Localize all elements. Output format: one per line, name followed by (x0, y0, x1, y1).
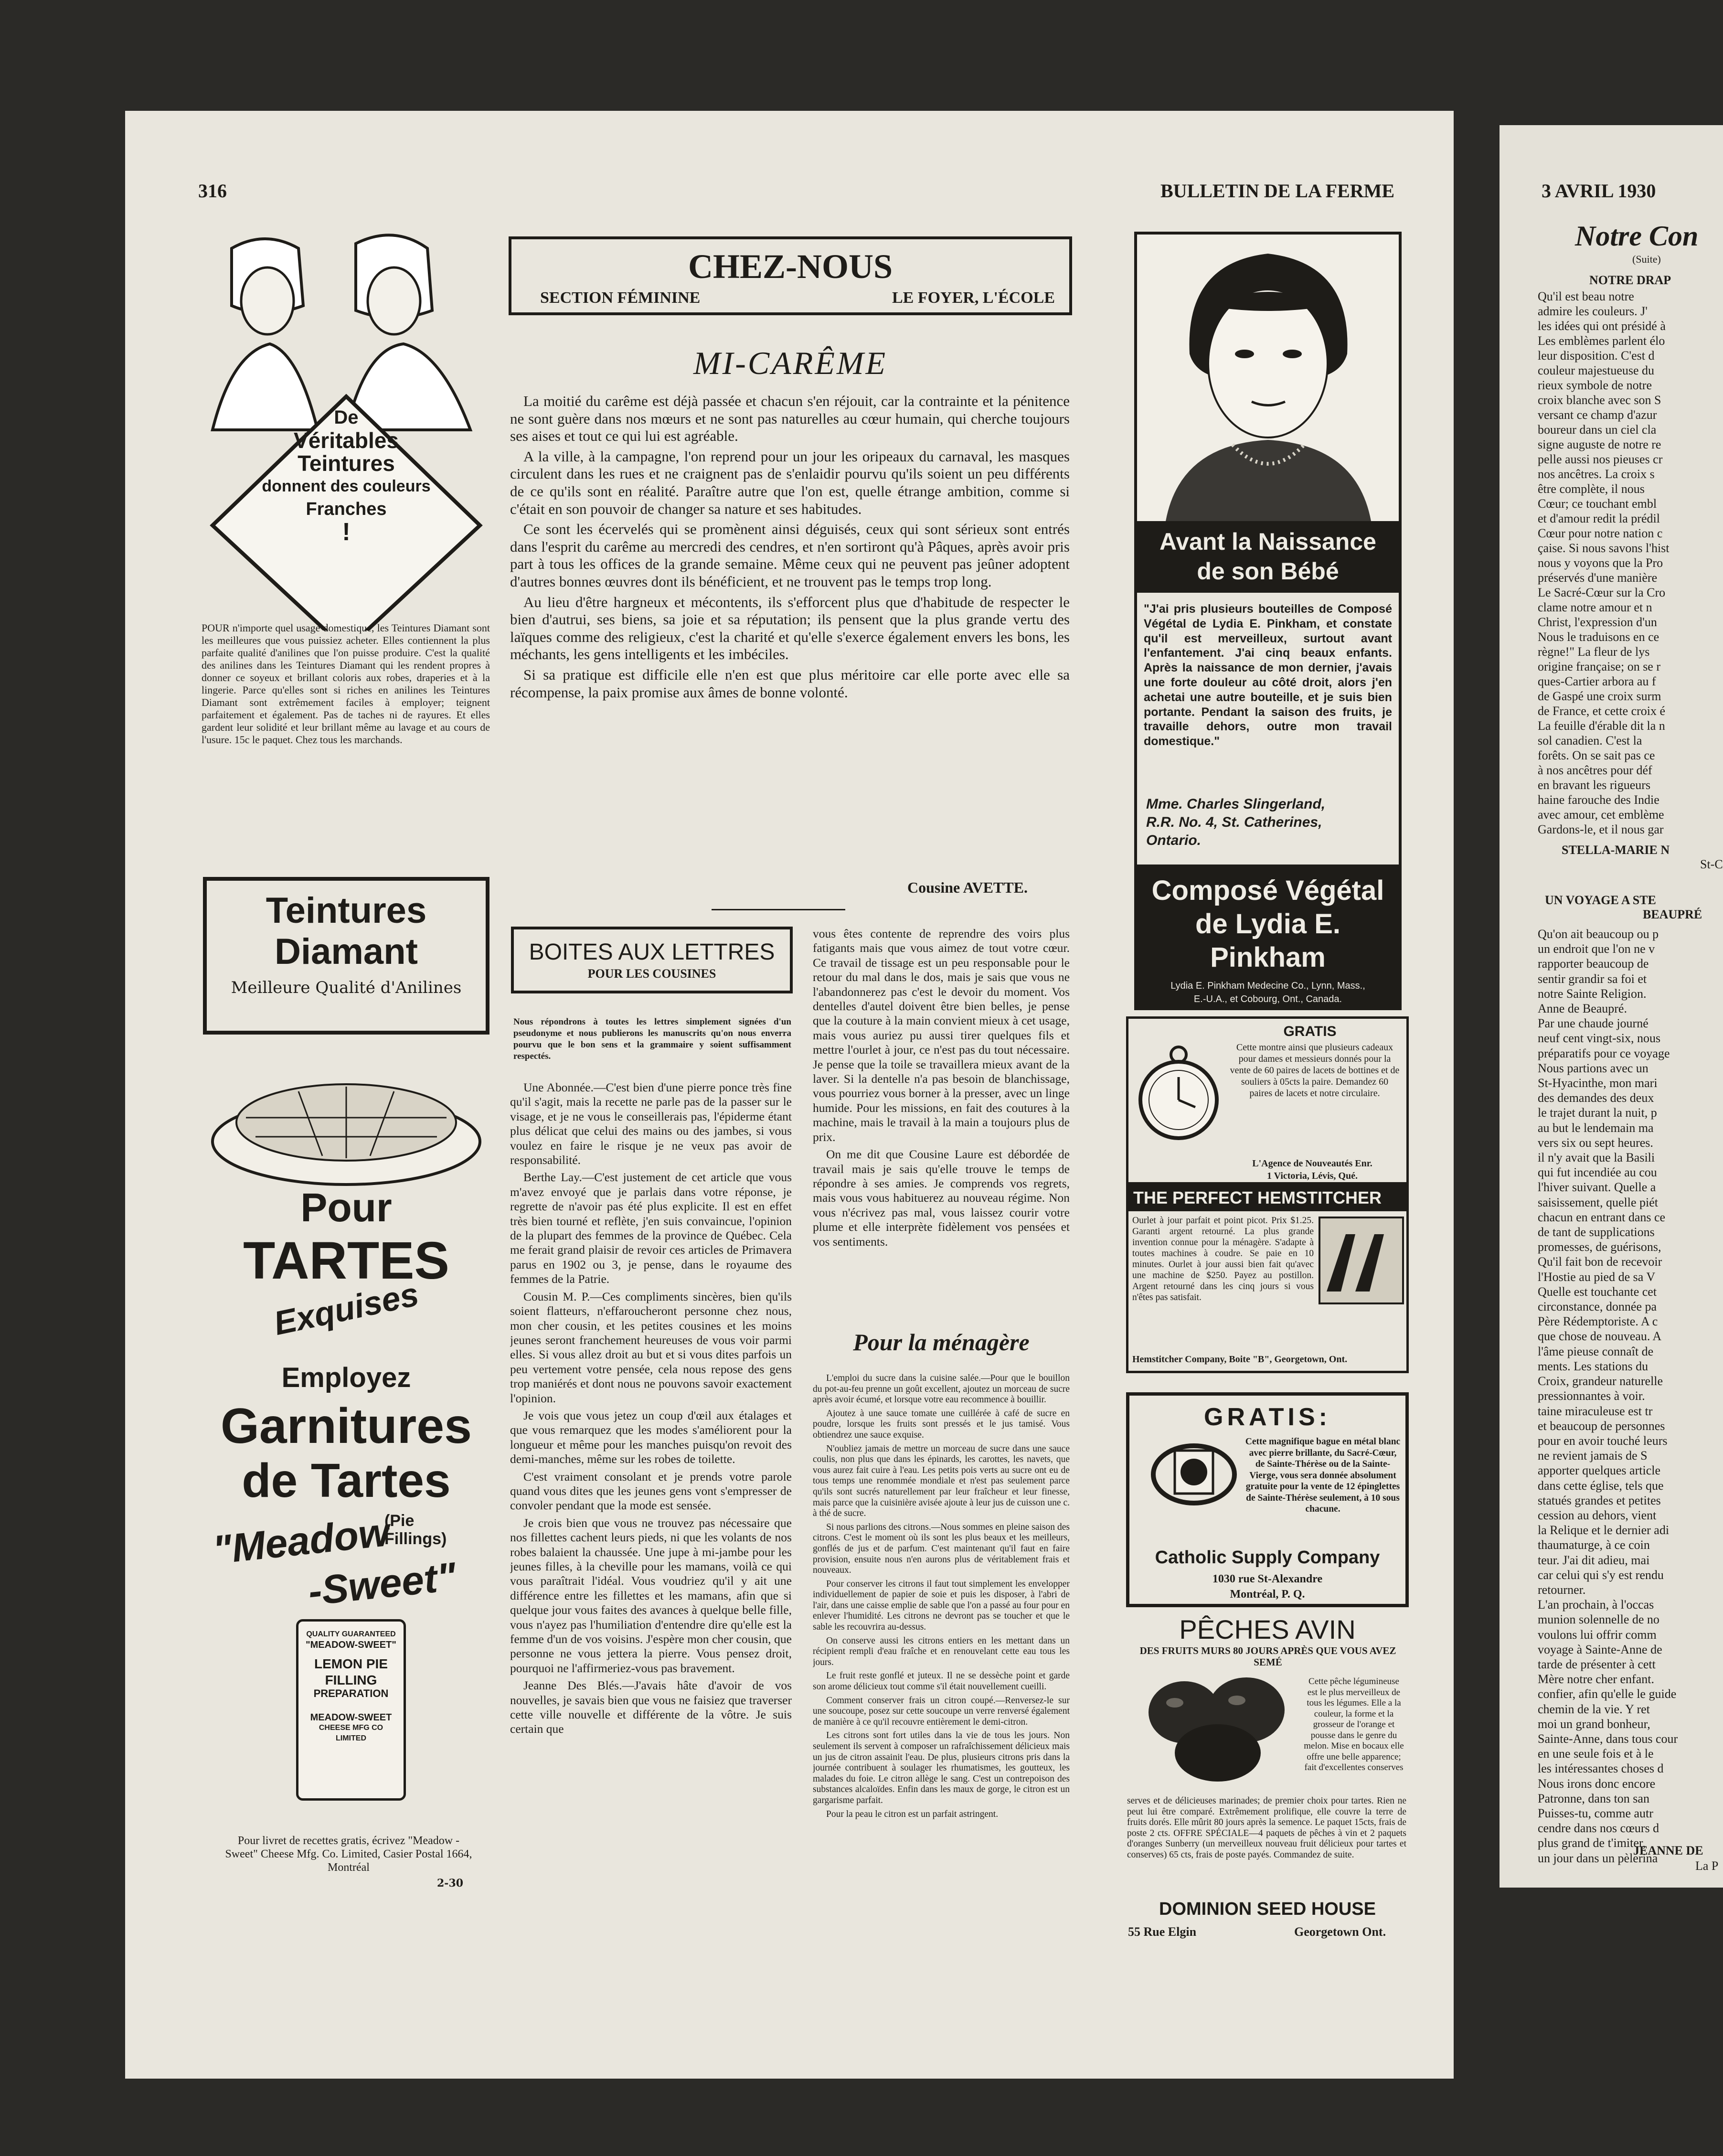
section-right-label: LE FOYER, L'ÉCOLE (892, 289, 1055, 307)
next-page-line: et d'amour redit la prédil (1538, 512, 1660, 525)
montre-ad (1126, 1016, 1409, 1195)
montre-body: Cette montre ainsi que plusieurs cadeaux pour dames et messieurs donnés pour la vente de 60 paires de lacets de bottines et de souliers à 05cts la paire. Demandez 60 paires de lacets et notre circulaire. (1230, 1042, 1400, 1099)
menagere-item: Ajoutez à une sauce tomate une cuillérée à café de sucre en poudre, lorsque les fruits sont pressés et le jus tamisé. Vous obtiendrez une sauce exquise. (813, 1408, 1070, 1440)
diamond-line: Véritables (294, 428, 399, 453)
next-page-line: pour en avoir touché leurs (1538, 1433, 1668, 1448)
next-page-suite: (Suite) (1632, 253, 1661, 265)
peches-address-1: 55 Rue Elgin (1128, 1925, 1197, 1939)
bague-ad (1126, 1392, 1409, 1607)
hemstitcher-footer: Hemstitcher Company, Boite "B", Georgetown, Ont. (1132, 1354, 1348, 1365)
next-page-line: Nous partions avec un (1538, 1061, 1649, 1075)
next-page-line: tarde de présenter à cett (1538, 1657, 1656, 1671)
teintures-body: POUR n'importe quel usage domestique, les Teintures Diamant sont les meilleures que vous puissiez acheter. Elles contiennent la plus parfaite qualité d'anilines que l'on puisse produire. C'est la qualité des anilines dans les Teintures Diamant qui les rendent propres à donner ce soyeux et brillant coloris aux robes, draperies et à la lingerie. Parce qu'elles sont si riches en anilines les Teintures Diamant sont extrêmement faciles à employer; teignent parfaitement et également. Pas de taches ni de rayures. Et elles gardent leur solidité et leur brillant même au lavage et au cours de l'usure. 15c le paquet. Chez tous les marchands. (202, 622, 490, 746)
menagere-item: Pour la peau le citron est un parfait astringent. (826, 1809, 999, 1819)
next-page-line: vers six ou sept heures. (1538, 1135, 1653, 1150)
next-page-line: les intéressantes choses d (1538, 1761, 1664, 1776)
next-page-line: Père Rédemptoriste. A c (1538, 1314, 1658, 1329)
letter: Je crois bien que vous ne trouvez pas nécessaire que nos fillettes cachent leurs pieds, ni que les volants de nos robes balaient la chaussée. Une jupe à mi-jambe pour les jeunes filles, à la cheville pour les mamans, voilà ce qui vous paraîtrait l'idéal. Vous voudriez qu'il y ait une différence entre les fillettes et les mamans, afin que si quelque jour vous faites des avances à quelque belle fille, vous n'ayez pas l'humiliation d'entendre dire qu'elle est la femme d'un de vos voisins. J'espère mon cher cousin, que personne ne vous jettera la pierre. Vous pensez droit, pourquoi ne l'affirmeriez-vous pas bravement. (510, 1516, 792, 1675)
garnitures-text: Garnitures (221, 1398, 472, 1454)
next-page-line: Quelle est touchante cet (1538, 1284, 1657, 1299)
diamond-line: ! (342, 518, 351, 546)
chez-nous-section-box (509, 236, 1072, 315)
next-page-line: de Gaspé une croix surm (1538, 689, 1661, 703)
menagere-body (813, 1373, 1070, 1908)
peches-company: DOMINION SEED HOUSE (1159, 1899, 1376, 1919)
next-page-line: couleur majestueuse du (1538, 363, 1655, 377)
next-page-line: Sainte-Anne, dans tous cour (1538, 1731, 1678, 1746)
next-page-heading-3: BEAUPRÉ (1643, 907, 1702, 921)
hemstitcher-title: THE PERFECT HEMSTITCHER (1128, 1185, 1406, 1211)
can-line: CHEESE MFG CO (319, 1724, 383, 1732)
next-page-line: l'âme pieuse connaît de (1538, 1344, 1654, 1358)
next-page-line: nous y voyons que la Pro (1538, 556, 1663, 570)
next-page-line: La feuille d'érable dit la n (1538, 719, 1665, 733)
next-page-line: chacun en entrant dans ce (1538, 1210, 1666, 1224)
next-page-line: Nous irons donc encore (1538, 1776, 1656, 1791)
next-page-line: Le Sacré-Cœur sur la Cro (1538, 586, 1666, 599)
article-paragraph: Si sa pratique est difficile elle n'en est que plus méritoire car elle porte avec elle sa récompense, la paix promise aux âmes de bonne volonté. (510, 666, 1070, 701)
article-body (510, 393, 1070, 870)
next-page-line: de France, et cette croix é (1538, 704, 1666, 718)
exquises-text: Exquises (270, 1275, 422, 1343)
next-page-line: Gardons-le, et il nous gar (1538, 822, 1664, 836)
next-page-line: Cœur; ce touchant embl (1538, 497, 1657, 511)
next-page-line: car celui qui s'y est rendu (1538, 1568, 1664, 1582)
next-page-line: de tant de supplications (1538, 1225, 1655, 1239)
caption-line: Avant la Naissance (1159, 528, 1376, 555)
article-paragraph: Ce sont les écervelés qui se promènent ainsi déguisés, ceux qui sont sérieux sont entrés dans l'esprit du carême au mercredi des cendres, et n'en sortiront qu'à Pâques, après avoir pris part à tous les offices de la grande semaine. Même ceux qui ne peuvent pas jeûner adoptent d'autres bonnes œuvres dont ils bénéficient, et ne trouvent pas le temps trop long. (510, 521, 1070, 590)
pinkham-testimonial: "J'ai pris plusieurs bouteilles de Composé Végétal de Lydia E. Pinkham, et constate qu'il est merveilleux, surtout avant l'enfantement. J'ai cinq beaux enfants. Après la naissance de mon dernier, j'avais une forte douleur au côté droit, alors j'en achetai une autre bouteille, et je suis bien portante. Pendant la saison des fruits, je travaille dehors, outre mon travail domestique." (1144, 602, 1392, 748)
next-page-line: boureur dans un ciel cla (1538, 423, 1657, 437)
peches-address-2: Georgetown Ont. (1294, 1925, 1386, 1939)
pinkham-brand (1137, 865, 1399, 1007)
next-page-line: l'hiver suivant. Quelle a (1538, 1180, 1656, 1195)
letter: Jeanne Des Blés.—J'avais hâte d'avoir de vos nouvelles, je savais bien que vous ne faisiez que traverser cette ville nouvelle et différente de la vôtre. Je suis certain que (510, 1678, 792, 1736)
menagere-item: On conserve aussi les citrons entiers en les mettant dans un récipient rempli d'eau fraîche et en renouvelant cette eau tous les jours. (813, 1635, 1070, 1667)
next-page-line: ques-Cartier arbora au f (1538, 674, 1656, 688)
boites-title: BOITES AUX LETTRES (529, 939, 775, 965)
next-page-line: un jour dans un pèlerina (1538, 1851, 1658, 1865)
next-page-line: munion solennelle de no (1538, 1612, 1659, 1627)
can-line: LIMITED (336, 1734, 366, 1742)
next-page-line: Les emblèmes parlent élo (1538, 334, 1665, 348)
next-page-sig3: JEANNE DE (1633, 1844, 1703, 1857)
next-page-line: plus grand de t'imiter, (1538, 1836, 1646, 1850)
letter: Cousin M. P.—Ces compliments sincères, bien qu'ils soient flatteurs, n'effaroucheront personne chez nous, mon cher cousin, et les petites cousines et les moins jeunes seront franchement heureuses de vous voir parmi elles. Si vous allez droit au but et si vous dites parfois un peu vertement votre pensée, cela nous repose des gens trop maniérés et dont nous ne pouvons savoir exactement l'opinion. (510, 1289, 792, 1405)
can-line: MEADOW-SWEET (310, 1712, 392, 1723)
next-page-line: notre Sainte Religion. (1538, 986, 1647, 1001)
next-page-line: un endroit que l'on ne v (1538, 942, 1655, 956)
bague-address (1129, 1571, 1405, 1602)
next-page-line: çaise. Si nous savons l'hist (1538, 541, 1670, 555)
meadow-footer: Pour livret de recettes gratis, écrivez "Meadow - Sweet" Cheese Mfg. Co. Limited, Casier Postal 1664, Montréal (225, 1835, 472, 1874)
employez-text: Employez (281, 1362, 411, 1393)
menagere-item: Pour conserver les citrons il faut tout simplement les envelopper individuellement de papier de soie et puis les disposer, à l'abri de l'air, dans une caisse emplie de sable que l'on a passé au four pour en enlever l'humidité. Les citrons ne devront pas se toucher et que le sable les recouvrira au-dessus. (813, 1579, 1070, 1633)
next-page-line: le trajet durant la nuit, p (1538, 1106, 1657, 1120)
next-page-line: forêts. On se sait pas ce (1538, 748, 1655, 762)
next-page-line: voyage à Sainte-Anne de (1538, 1642, 1662, 1656)
publication-name: BULLETIN DE LA FERME (1160, 180, 1395, 202)
next-page-line: versant ce champ d'azur (1538, 408, 1657, 422)
next-page-line: Croix, grandeur naturelle (1538, 1374, 1663, 1388)
divider (712, 909, 845, 910)
next-page-line: règne!" La fleur de lys (1538, 645, 1650, 659)
next-page-line: que chose de nouveau. A (1538, 1329, 1662, 1344)
next-page-line: être complète, il nous (1538, 482, 1645, 496)
next-page-line: clame notre amour et n (1538, 600, 1652, 614)
next-page-sig: STELLA-MARIE N (1562, 843, 1670, 857)
next-page-line: l'Hostie au pied de sa V (1538, 1270, 1656, 1284)
diamond-line: Franches (306, 499, 387, 519)
letter: Une Abonnée.—C'est bien d'une pierre ponce très fine qu'il s'agit, mais la recette ne parle pas de la passer sur le visage, et je ne vous le conseillerais pas, l'épiderme étant plus délicat que celui des mains ou des jambes, si vous voulez en faire le risque je ne veux pas avoir de responsabilité. (510, 1080, 792, 1167)
next-page-line: pelle aussi nos pieuses cr (1538, 452, 1663, 466)
next-page-line: sentir grandir sa foi et (1538, 971, 1647, 986)
pour-text: Pour (300, 1185, 392, 1230)
next-page-line: taine miraculeuse est tr (1538, 1404, 1653, 1418)
menagere-item: L'emploi du sucre dans la cuisine salée.—Pour que le bouillon du pot-au-feu prenne un goût excellent, ajoutez un morceau de sucre après avoir écumé, et lorsque votre eau recommence à bouillir. (813, 1373, 1070, 1405)
next-page-sig4: La P (1695, 1859, 1719, 1873)
next-page-column-1 (1538, 289, 1723, 837)
brand-tagline: Meilleure Qualité d'Anilines (231, 978, 462, 997)
sig-line: R.R. No. 4, St. Catherines, (1146, 814, 1322, 830)
next-page-line: moi un grand bonheur, (1538, 1717, 1650, 1731)
next-page-sig2: St-C (1700, 857, 1723, 871)
next-page-line: circonstance, donnée pa (1538, 1300, 1657, 1314)
next-page-line: St-Hyacinthe, mon mari (1538, 1076, 1658, 1090)
next-page-line: confier, afin qu'elle le guide (1538, 1687, 1677, 1701)
next-page-line: Christ, l'expression d'un (1538, 615, 1657, 629)
article-title: MI-CARÊME (693, 345, 888, 381)
address-line: 1030 rue St-Alexandre (1212, 1573, 1323, 1585)
next-page-line: rapporter beaucoup de (1538, 957, 1649, 971)
can-line: "MEADOW-SWEET" (306, 1640, 396, 1650)
next-page-line: en une seule fois et à le (1538, 1747, 1654, 1761)
next-page-line: Qu'il fait bon de recevoir (1538, 1255, 1662, 1269)
article-signature: Cousine AVETTE. (907, 879, 1028, 896)
tartes-text: TARTES (243, 1231, 449, 1290)
ring-icon (1149, 1439, 1239, 1510)
next-page-line: Mère notre cher enfant. (1538, 1672, 1654, 1686)
next-page-line: préservés d'une manière (1538, 571, 1658, 585)
menagere-title: Pour la ménagère (853, 1329, 1030, 1356)
next-page-line: Qu'on ait beaucoup ou p (1538, 927, 1659, 941)
de-tartes-text: de Tartes (242, 1454, 451, 1507)
peches-title: PÊCHES AVIN (1179, 1614, 1356, 1644)
diamond-text (258, 406, 435, 544)
peches-subtitle: DES FRUITS MURS 80 JOURS APRÈS QUE VOUS AVEZ SEMÉ (1139, 1645, 1396, 1668)
pie-icon (203, 1065, 489, 1189)
next-page-line: ments. Les stations du (1538, 1359, 1649, 1373)
menagere-item: Le fruit reste gonflé et juteux. Il ne se dessèche point et garde son arome délicieux tout comme s'il était nouvellement cueilli. (813, 1671, 1070, 1692)
boites-column-1 (510, 1080, 792, 1921)
diamond-line: Teintures (298, 451, 395, 476)
address-line: 1 Victoria, Lévis, Qué. (1267, 1171, 1358, 1181)
next-page-line: admire les couleurs. J' (1538, 304, 1648, 318)
pie-fillings-text (384, 1512, 447, 1548)
next-page-line: au but le lendemain ma (1538, 1121, 1654, 1135)
sweet-text: -Sweet" (306, 1554, 458, 1614)
bague-title: GRATIS: (1204, 1403, 1331, 1431)
pie-filling-can (296, 1619, 406, 1801)
next-page-line: croix blanche avec son S (1538, 393, 1661, 407)
next-page-line: Puisses-tu, comme autr (1538, 1806, 1653, 1820)
boites-title-box (511, 927, 793, 993)
peches-side-text: Cette pêche légumineuse est le plus merveilleux de tous les légumes. Elle a la couleur, la forme et la grosseur de l'orange et pousse dans le genre du melon. Mise en bocaux elle offre une belle apparence; fait d'excellentes conserves (1304, 1676, 1404, 1772)
next-page-line: L'an prochain, à l'occas (1538, 1598, 1654, 1612)
menagere-item: Si nous parlions des citrons.—Nous sommes en pleine saison des citrons. C'est le moment où ils sont les plus beaux et les meilleurs, gonflés de jus et de parfum. C'est maintenant qu'il faut en faire provision, ensuite nous n'en aurons plus de véritablement frais et nouveaux. (813, 1522, 1070, 1576)
next-page-column-2 (1538, 927, 1723, 1866)
boites-column-2 (813, 927, 1070, 1299)
letter: C'est vraiment consolant et je prends votre parole quand vous dites que les jeunes gens vont s'empresser de convoler pendant que la mode est sensée. (510, 1469, 792, 1513)
next-page-line: rieux symbole de notre (1538, 378, 1652, 392)
meadow-code: 2-30 (437, 1877, 464, 1889)
pinkham-caption (1137, 521, 1399, 593)
brand-line: de Lydia E. Pinkham (1195, 908, 1341, 973)
sewing-machine-icon (1317, 1215, 1405, 1306)
boites-intro: Nous répondrons à toutes les lettres simplement signées d'un pseudonyme et nous publierons les manuscrits qu'on nous enverra pourvu que le bon sens et la grammaire y soient suffisamment respectés. (513, 1017, 791, 1061)
brand-line: Composé Végétal (1151, 875, 1384, 906)
next-page-line: Par une chaude journé (1538, 1016, 1649, 1031)
next-page-line: Nous le traduisons en ce (1538, 630, 1659, 644)
can-line: FILLING (325, 1673, 377, 1687)
next-page-line: à nos ancêtres pour déf (1538, 763, 1652, 777)
can-line: LEMON PIE (314, 1656, 388, 1671)
next-page-title: Notre Con (1575, 220, 1699, 252)
next-page-heading: NOTRE DRAP (1589, 273, 1671, 287)
sig-line: Mme. Charles Slingerland, (1146, 796, 1326, 812)
next-page-line: des demandes des deux (1538, 1091, 1654, 1105)
section-left-label: SECTION FÉMININE (540, 289, 701, 307)
next-page-line: origine française; on se r (1538, 660, 1661, 673)
article-paragraph: A la ville, à la campagne, l'on reprend pour un jour les oripeaux du carnaval, les masques circulent dans les rues et ne craignent pas de s'enlaidir pourvu qu'ils soient un peu différents de ce qu'ils sont en réalité. Paraître autre que l'on est, quelle étrange ambition, comme si c'était en son pouvoir de changer sa nature et ses habitudes. (510, 448, 1070, 517)
next-page-line: teur. J'ai dit adieu, mai (1538, 1553, 1650, 1567)
next-page-line: et beaucoup de personnes (1538, 1419, 1665, 1433)
brand-line: Diamant (275, 931, 418, 972)
next-page-line: Cœur pour notre nation c (1538, 526, 1663, 540)
diamond-line: donnent des couleurs (262, 477, 431, 495)
peches-body: serves et de délicieuses marinades; de premier choix pour tartes. Rien ne peut lui être comparé. Extrêmement prolifique, elle couvre la terre de fruits dorés. Elle mûrit 80 jours après la semence. Le paquet 15cts, frais de poste 2 cts. OFFRE SPÉCIALE—4 paquets de pêches à vin et 2 paquets d'oranges Sunberry (un merveilleux nouveau fruit délicieux pour tartes et conserves) 65 cts, frais de poste payés. Commandez de suite. (1127, 1796, 1406, 1860)
next-page-line: voulons lui offrir comm (1538, 1627, 1657, 1642)
next-page-line: thaumaturge, à ce coin (1538, 1538, 1650, 1552)
montre-address (1219, 1157, 1405, 1182)
pie-word: (Pie (384, 1512, 415, 1530)
next-page-line: chemin de la vie. Y ret (1538, 1702, 1650, 1716)
next-page-line: qui fut incendiée au cou (1538, 1165, 1657, 1180)
can-line: PREPARATION (313, 1687, 389, 1699)
portrait-photo (1137, 235, 1399, 521)
company-line: E.-U.A., et Cobourg, Ont., Canada. (1193, 994, 1342, 1004)
article-paragraph: Au lieu d'être hargneux et mécontents, ils s'efforcent plus que d'habitude de respecter le bien d'autrui, ses biens, sa joie et sa réputation; ils pensent que la plus grande vertu des laïques comme des religieux, c'est la charité et qu'elle s'exerce également envers les bons, les méchants, les gens intelligents et les imbéciles. (510, 593, 1070, 663)
next-page-line: il n'y avait que la Basili (1538, 1151, 1655, 1165)
next-page-line: Anne de Beaupré. (1538, 1002, 1627, 1016)
boites-subtitle: POUR LES COUSINES (587, 967, 716, 981)
next-page-line: retourner. (1538, 1582, 1586, 1597)
fillings-word: Fillings) (384, 1530, 447, 1548)
next-page-line: apporter quelques article (1538, 1463, 1660, 1478)
next-page-line: Qu'il est beau notre (1538, 289, 1634, 303)
next-page-line: dans cette église, tels que (1538, 1478, 1664, 1493)
montre-title: GRATIS (1283, 1024, 1337, 1039)
letter-continued: vous êtes contente de reprendre des voirs plus fatigants mais que vous aimez de tout votre cœur. Ce travail de tissage est un peu responsable pour le retour du mal dans le dos, mais je sais que vous ne l'abandonnerez pas c'est le devoir du moment. Vos dentelles d'autel doivent être bien belles, je pense que la couture à la main convient mieux à cet usage, mais vous auriez pu aussi tirer quelques fils et mettre l'ourlet à jour, ce n'est pas du tout nécessaire. Je pense que la toile se travaillera mieux avant de la laver. Si la dentelle n'a pas besoin de blanchissage, vous pourriez vous borner à la presser, avec un linge humide. Pour les missions, en fait des coutures à la machine, mais le travail à la main a toujours plus de prix. (813, 927, 1070, 1144)
pinkham-signature (1146, 795, 1325, 850)
next-page-line: pressionnantes à voir. (1538, 1389, 1645, 1403)
menagere-item: N'oubliez jamais de mettre un morceau de sucre dans une sauce coulis, non plus que dans les épinards, les carottes, les navets, que vous aurez fait cuire à l'eau. Les petits pois verts au sucre ont eu de tous temps une renommée mondiale et n'est pas seulement parce qu'ils sont sucrés naturellement par leur fraîcheur et leur finesse, mais parce que la cuisinière avisée ajoute à leur jus de cuisson une c. à thé de sucre. (813, 1443, 1070, 1519)
hemstitcher-body: Ourlet à jour parfait et point picot. Prix $1.25. Garanti argent retourné. La plus grande invention connue pour la ménagère. S'adapte à toutes machines à coudre. Se paie en 10 minutes. Ourlet à jour aussi bien fait qu'avec une machine de $250. Payez au postillon. Argent retourné dans les cinq jours si vous n'êtes pas satisfait. (1132, 1216, 1314, 1302)
can-label (298, 1629, 404, 1744)
letter-continued: On me dit que Cousine Laure est débordée de travail mais je sais qu'elle trouve le temps de répondre à ses amies. Je comprends vos regrets, mais vous vous habituerez au nouveau régime. Non vous n'écrivez pas mal, vous laissez courir votre plume et elle interprète fidèlement vos pensées et vos sentiments. (813, 1147, 1070, 1249)
menagere-item: Comment conserver frais un citron coupé.—Renversez-le sur une soucoupe, posez sur cette soucoupe un verre renversé également de manière à ce qu'il recouvre entièrement le demi-citron. (813, 1695, 1070, 1727)
next-page-line: neuf cent vingt-six, nous (1538, 1031, 1661, 1046)
bague-body: Cette magnifique bague en métal blanc avec pierre brillante, du Sacré-Cœur, de Sainte-Thérèse ou de la Sainte-Vierge, vous sera donnée absolument gratuite pour la vente de 12 épinglettes de Sainte-Thérèse seulement, à 10 sous chacune. (1245, 1437, 1401, 1514)
next-page-heading-2: UN VOYAGE A STE (1545, 893, 1656, 907)
sig-line: Ontario. (1146, 833, 1202, 848)
article-paragraph: La moitié du carême est déjà passée et chacun s'en réjouit, car la contrainte et la pénitence ne sont guère dans nos mœurs et ne sont pas naturelles au cœur humain, qui cherche toujours ses aises et tout ce qui lui est agréable. (510, 393, 1070, 445)
next-page-line: cession au dehors, vient (1538, 1508, 1657, 1522)
next-page-line: les idées qui ont présidé à (1538, 319, 1666, 333)
menagere-item: Les citrons sont fort utiles dans la vie de tous les jours. Non seulement ils servent à composer un rafraîchissement délicieux mais un jus de citron assainit l'eau. De plus, plusieurs citrons pris dans la journée contribuent à soulager les rhumatismes, les goutteux, les malades du foie. Le citron allège le sang. C'est un contrepoison des substances alcaloïdes. Enfin dans les maux de gorge, le citron est un gargarisme parfait. (813, 1730, 1070, 1805)
next-page-line: promesses, de guérisons, (1538, 1240, 1661, 1254)
brand-line: Teintures (266, 890, 427, 931)
next-page-line: sol canadien. C'est la (1538, 734, 1642, 747)
next-page-line: leur disposition. C'est d (1538, 349, 1655, 363)
pocket-watch-icon (1138, 1043, 1219, 1143)
section-title: CHEZ-NOUS (688, 247, 893, 286)
diamond-line: De (334, 407, 359, 428)
woman-portrait-icon (1137, 235, 1399, 521)
hemstitcher-ad (1126, 1182, 1409, 1373)
next-page-line: avec amour, cet emblème (1538, 808, 1664, 822)
next-page-date: 3 AVRIL 1930 (1542, 180, 1656, 202)
next-page-line: en bravant les rigueurs (1538, 778, 1651, 792)
next-page-line: haine farouche des Indie (1538, 793, 1659, 807)
teintures-brand-box (203, 877, 489, 1035)
page-number: 316 (198, 180, 227, 202)
next-page-line: Patronne, dans ton san (1538, 1791, 1649, 1805)
bague-company: Catholic Supply Company (1155, 1548, 1380, 1568)
next-page-line: la Relique et le dernier adi (1538, 1523, 1670, 1537)
next-page-line: préparatifs pour ce voyage (1538, 1046, 1670, 1060)
caption-line: de son Bébé (1197, 558, 1339, 585)
address-line: L'Agence de Nouveautés Enr. (1252, 1158, 1372, 1169)
next-page-line: nos ancêtres. La croix s (1538, 467, 1655, 481)
can-line: QUALITY GUARANTEED (306, 1630, 396, 1638)
address-line: Montréal, P. Q. (1230, 1588, 1305, 1601)
next-page-line: ne revient jamais de S (1538, 1449, 1648, 1463)
next-page-line: saisissement, quelle piét (1538, 1195, 1659, 1209)
letter: Berthe Lay.—C'est justement de cet article que vous m'avez envoyé que je parlais dans votre réponse, je regrette de n'avoir pas été plus explicite. Il est en effet très bien tourné et reflète, j'en suis convaincue, l'opinion de la plupart des femmes de la province de Québec. Cela me ferait grand plaisir de revoir ces articles de Primavera parus en 1902 ou 3, je pense, dans le royaume des femmes de la Patrie. (510, 1170, 792, 1286)
letter: Je vois que vous jetez un coup d'œil aux étalages et que vous remarquez que les modes s'améliorent pour la longueur et même pour les manches puisqu'on revoit des demi-manches, même sur les robes de toilette. (510, 1408, 792, 1466)
peaches-icon (1141, 1674, 1299, 1784)
next-page-line: statués grandes et petites (1538, 1493, 1661, 1507)
next-page-line: cendre dans nos cœurs d (1538, 1821, 1659, 1836)
next-page-line: signe auguste de notre re (1538, 438, 1661, 451)
meadow-text: "Meadow (211, 1509, 392, 1573)
company-line: Lydia E. Pinkham Medecine Co., Lynn, Mass., (1170, 981, 1365, 991)
